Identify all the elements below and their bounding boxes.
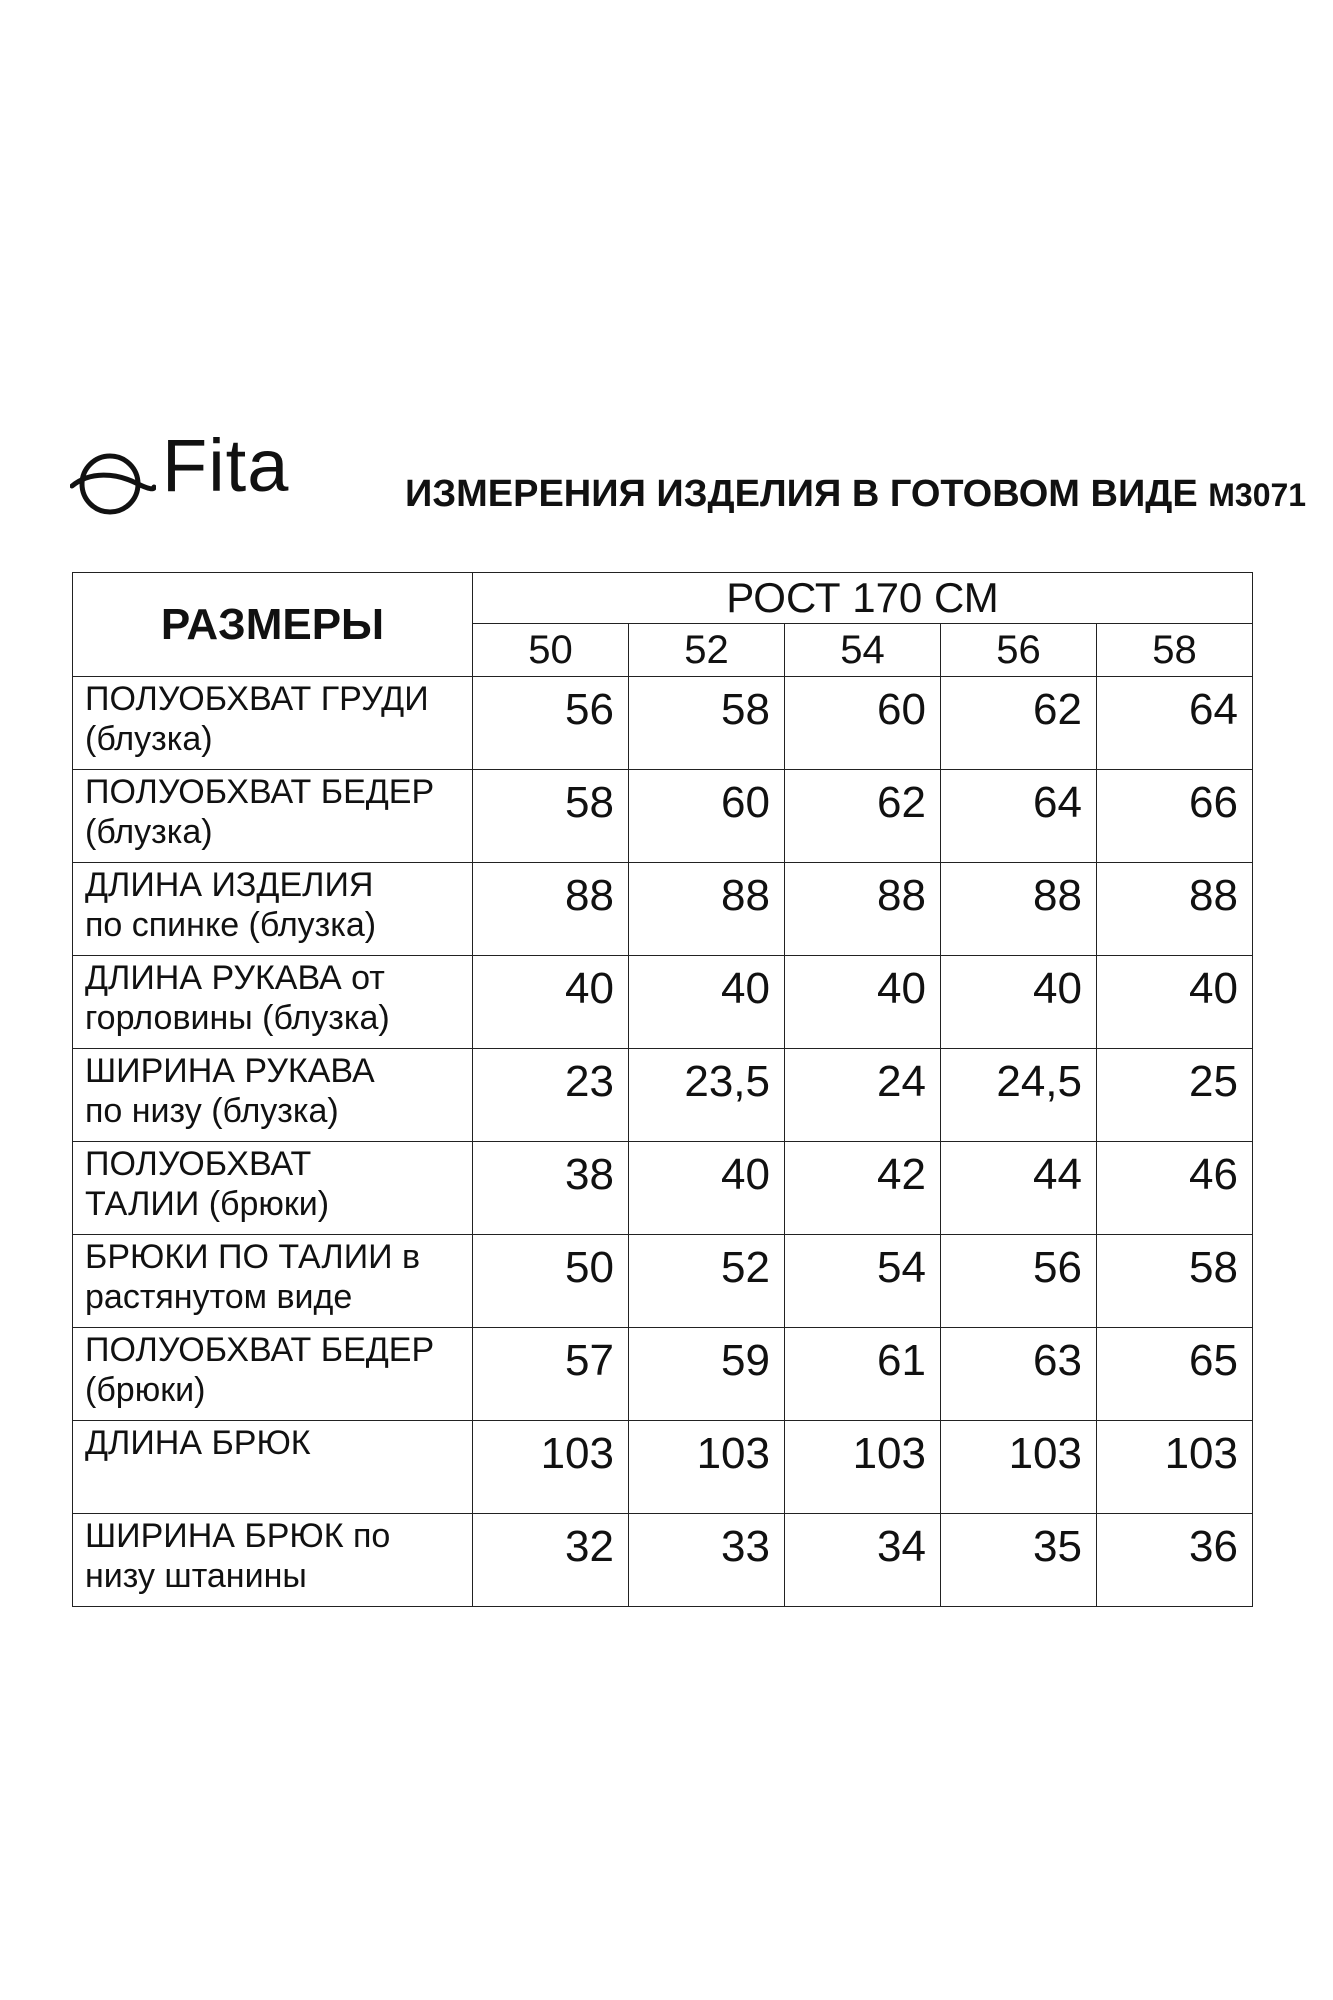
measurement-value: 60	[629, 770, 785, 863]
table-row	[73, 863, 1253, 956]
measurement-value: 64	[1097, 677, 1253, 770]
measurement-value: 40	[941, 956, 1097, 1049]
measurement-value: 56	[473, 677, 629, 770]
page-title	[405, 475, 1333, 513]
table-row	[73, 956, 1253, 1049]
measurement-value: 40	[473, 956, 629, 1049]
measurement-value: 58	[1097, 1235, 1253, 1328]
measurement-value: 23,5	[629, 1049, 785, 1142]
size-header: 50	[473, 624, 629, 677]
measurement-value: 64	[941, 770, 1097, 863]
measurement-label	[73, 956, 473, 1049]
measurement-value: 40	[629, 956, 785, 1049]
size-chart-table	[72, 572, 1253, 1607]
fita-logo-icon	[70, 445, 156, 519]
measurement-value: 24,5	[941, 1049, 1097, 1142]
size-header: 54	[785, 624, 941, 677]
table-row	[73, 1421, 1253, 1514]
model-code: М3071	[1208, 477, 1307, 513]
measurement-value: 88	[473, 863, 629, 956]
measurement-label-line: ШИРИНА БРЮК по	[85, 1517, 391, 1555]
measurement-label	[73, 863, 473, 956]
measurement-value: 88	[629, 863, 785, 956]
measurement-value: 62	[941, 677, 1097, 770]
table-row	[73, 1142, 1253, 1235]
measurement-value: 40	[629, 1142, 785, 1235]
measurement-label-line: по спинке (блузка)	[85, 906, 377, 944]
brand-logo	[70, 424, 320, 515]
measurement-value: 60	[785, 677, 941, 770]
measurement-value: 38	[473, 1142, 629, 1235]
measurement-label-line: ДЛИНА БРЮК	[85, 1424, 311, 1462]
measurement-label-line: по низу (блузка)	[85, 1092, 339, 1130]
measurement-value: 88	[785, 863, 941, 956]
measurement-value: 62	[785, 770, 941, 863]
measurement-label-line: ШИРИНА РУКАВА	[85, 1052, 375, 1090]
measurement-value: 103	[473, 1421, 629, 1514]
document-header	[0, 424, 1333, 520]
measurement-value: 50	[473, 1235, 629, 1328]
measurement-value: 103	[785, 1421, 941, 1514]
measurement-label	[73, 1421, 473, 1514]
measurement-label	[73, 770, 473, 863]
measurement-label-line: ТАЛИИ (брюки)	[85, 1185, 330, 1223]
sizes-header: РАЗМЕРЫ	[73, 573, 473, 677]
size-header: 56	[941, 624, 1097, 677]
brand-logo-text: Fita	[162, 424, 290, 507]
measurement-label-line: ПОЛУОБХВАТ ГРУДИ	[85, 680, 429, 718]
height-header: РОСТ 170 СМ	[473, 573, 1253, 624]
measurement-value: 63	[941, 1328, 1097, 1421]
measurement-value: 44	[941, 1142, 1097, 1235]
measurement-label-line: ДЛИНА РУКАВА от	[85, 959, 385, 997]
measurement-value: 33	[629, 1514, 785, 1607]
measurement-label-line: ПОЛУОБХВАТ БЕДЕР	[85, 1331, 435, 1369]
measurement-value: 56	[941, 1235, 1097, 1328]
measurement-value: 25	[1097, 1049, 1253, 1142]
table-row	[73, 1514, 1253, 1607]
measurement-value: 23	[473, 1049, 629, 1142]
measurement-label	[73, 1142, 473, 1235]
measurement-value: 88	[941, 863, 1097, 956]
measurement-label-line: ПОЛУОБХВАТ	[85, 1145, 312, 1183]
measurement-value: 46	[1097, 1142, 1253, 1235]
measurement-value: 32	[473, 1514, 629, 1607]
measurement-value: 54	[785, 1235, 941, 1328]
measurement-value: 34	[785, 1514, 941, 1607]
table-row	[73, 1328, 1253, 1421]
measurement-value: 58	[473, 770, 629, 863]
measurement-value: 65	[1097, 1328, 1253, 1421]
measurement-label-line: ПОЛУОБХВАТ БЕДЕР	[85, 773, 435, 811]
table-row	[73, 1235, 1253, 1328]
measurement-value: 103	[941, 1421, 1097, 1514]
measurement-label	[73, 677, 473, 770]
table-row	[73, 770, 1253, 863]
measurement-value: 36	[1097, 1514, 1253, 1607]
measurement-label	[73, 1514, 473, 1607]
measurement-label-line: горловины (блузка)	[85, 999, 390, 1037]
measurement-value: 52	[629, 1235, 785, 1328]
measurement-value: 42	[785, 1142, 941, 1235]
measurement-label-line: (брюки)	[85, 1371, 206, 1409]
measurement-value: 35	[941, 1514, 1097, 1607]
measurement-label-line: (блузка)	[85, 720, 213, 758]
measurement-label-line: растянутом виде	[85, 1278, 353, 1316]
table-row	[73, 677, 1253, 770]
measurement-label	[73, 1049, 473, 1142]
measurement-label	[73, 1235, 473, 1328]
measurement-value: 61	[785, 1328, 941, 1421]
title-text: ИЗМЕРЕНИЯ ИЗДЕЛИЯ В ГОТОВОМ ВИДЕ	[405, 475, 1198, 513]
table-row	[73, 1049, 1253, 1142]
size-header: 52	[629, 624, 785, 677]
measurement-label	[73, 1328, 473, 1421]
measurement-value: 40	[1097, 956, 1253, 1049]
measurement-value: 40	[785, 956, 941, 1049]
measurement-value: 58	[629, 677, 785, 770]
measurement-value: 103	[629, 1421, 785, 1514]
measurement-label-line: ДЛИНА ИЗДЕЛИЯ	[85, 866, 374, 904]
size-header: 58	[1097, 624, 1253, 677]
measurement-value: 24	[785, 1049, 941, 1142]
measurement-value: 88	[1097, 863, 1253, 956]
measurement-value: 66	[1097, 770, 1253, 863]
measurement-value: 57	[473, 1328, 629, 1421]
measurement-value: 59	[629, 1328, 785, 1421]
measurement-label-line: БРЮКИ ПО ТАЛИИ в	[85, 1238, 421, 1276]
measurement-label-line: (блузка)	[85, 813, 213, 851]
measurement-label-line: низу штанины	[85, 1557, 307, 1595]
measurement-value: 103	[1097, 1421, 1253, 1514]
